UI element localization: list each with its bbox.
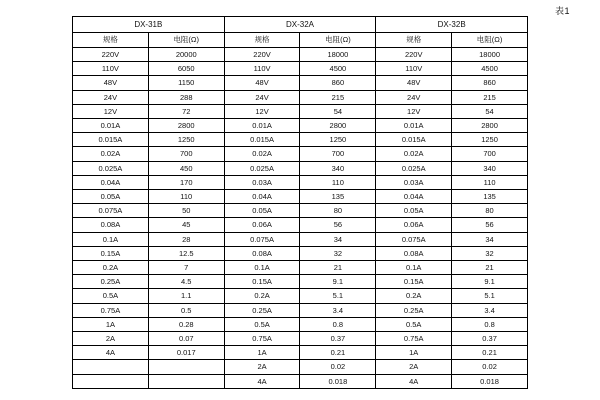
table-cell: 0.75A bbox=[224, 332, 300, 346]
table-cell: 0.025A bbox=[376, 161, 452, 175]
table-head bbox=[73, 17, 528, 48]
table-cell: 20000 bbox=[148, 48, 224, 62]
table-cell: 0.15A bbox=[224, 275, 300, 289]
table-cell: 0.37 bbox=[300, 332, 376, 346]
table-cell: 0.06A bbox=[224, 218, 300, 232]
table-row bbox=[73, 104, 528, 118]
table-cell: 56 bbox=[300, 218, 376, 232]
table-cell: 0.5 bbox=[148, 303, 224, 317]
table-cell: 72 bbox=[148, 104, 224, 118]
table-cell: 18000 bbox=[452, 48, 528, 62]
table-cell: 0.25A bbox=[224, 303, 300, 317]
table-cell: 0.05A bbox=[376, 204, 452, 218]
table-cell bbox=[73, 360, 149, 374]
table-cell: 700 bbox=[452, 147, 528, 161]
table-cell: 2A bbox=[224, 360, 300, 374]
table-cell: 1A bbox=[376, 346, 452, 360]
group-header-dx31b: DX-31B bbox=[73, 17, 225, 33]
table-row bbox=[73, 133, 528, 147]
table-cell: 34 bbox=[300, 232, 376, 246]
table-cell: 0.075A bbox=[224, 232, 300, 246]
table-cell: 135 bbox=[300, 190, 376, 204]
table-row bbox=[73, 62, 528, 76]
table-cell: 860 bbox=[452, 76, 528, 90]
table-cell: 0.018 bbox=[300, 374, 376, 388]
table-row bbox=[73, 289, 528, 303]
column-header-resistance-3: 电阻(Ω) bbox=[452, 33, 528, 48]
table-cell bbox=[148, 360, 224, 374]
table-cell: 4A bbox=[376, 374, 452, 388]
table-cell: 0.06A bbox=[376, 218, 452, 232]
table-cell: 0.015A bbox=[224, 133, 300, 147]
table-cell: 860 bbox=[300, 76, 376, 90]
table-cell: 110V bbox=[73, 62, 149, 76]
table-cell: 0.07 bbox=[148, 332, 224, 346]
table-cell: 110 bbox=[148, 190, 224, 204]
table-cell: 1A bbox=[73, 317, 149, 331]
table-row bbox=[73, 175, 528, 189]
table-cell: 0.02A bbox=[73, 147, 149, 161]
table-cell: 170 bbox=[148, 175, 224, 189]
table-cell: 0.01A bbox=[376, 119, 452, 133]
table-cell: 340 bbox=[300, 161, 376, 175]
resistance-spec-table bbox=[72, 16, 528, 389]
table-caption: 表1 bbox=[554, 6, 570, 16]
table-row bbox=[73, 374, 528, 388]
table-cell: 0.02A bbox=[224, 147, 300, 161]
column-header-resistance-1: 电阻(Ω) bbox=[148, 33, 224, 48]
table-cell: 110V bbox=[376, 62, 452, 76]
table-subheader-row bbox=[73, 33, 528, 48]
table-cell: 5.1 bbox=[300, 289, 376, 303]
table-cell: 0.8 bbox=[300, 317, 376, 331]
table-cell: 700 bbox=[148, 147, 224, 161]
table-row bbox=[73, 346, 528, 360]
table-cell: 2800 bbox=[148, 119, 224, 133]
table-cell: 0.1A bbox=[224, 261, 300, 275]
table-cell: 3.4 bbox=[452, 303, 528, 317]
table-row bbox=[73, 48, 528, 62]
table-cell: 24V bbox=[73, 90, 149, 104]
table-cell: 0.05A bbox=[224, 204, 300, 218]
table-cell: 220V bbox=[376, 48, 452, 62]
column-header-spec-3: 规格 bbox=[376, 33, 452, 48]
table-cell: 0.1A bbox=[376, 261, 452, 275]
table-cell: 12V bbox=[224, 104, 300, 118]
table-cell: 56 bbox=[452, 218, 528, 232]
table-cell: 54 bbox=[300, 104, 376, 118]
table-cell: 0.8 bbox=[452, 317, 528, 331]
table-cell: 0.02 bbox=[300, 360, 376, 374]
table-row bbox=[73, 275, 528, 289]
table-cell: 0.04A bbox=[224, 190, 300, 204]
table-cell: 0.2A bbox=[376, 289, 452, 303]
table-row bbox=[73, 190, 528, 204]
table-body bbox=[73, 48, 528, 389]
table-cell: 110 bbox=[452, 175, 528, 189]
table-cell: 12V bbox=[73, 104, 149, 118]
table-cell: 0.01A bbox=[73, 119, 149, 133]
table-cell: 0.03A bbox=[376, 175, 452, 189]
table-cell: 4500 bbox=[452, 62, 528, 76]
table-cell: 50 bbox=[148, 204, 224, 218]
table-cell: 110V bbox=[224, 62, 300, 76]
table-cell: 24V bbox=[224, 90, 300, 104]
table-cell: 54 bbox=[452, 104, 528, 118]
group-header-dx32b: DX-32B bbox=[376, 17, 528, 33]
table-cell: 0.075A bbox=[376, 232, 452, 246]
table-cell: 34 bbox=[452, 232, 528, 246]
table-row bbox=[73, 204, 528, 218]
table-cell: 0.5A bbox=[73, 289, 149, 303]
table-cell: 0.21 bbox=[300, 346, 376, 360]
table-row bbox=[73, 360, 528, 374]
table-cell: 3.4 bbox=[300, 303, 376, 317]
table-cell: 0.02A bbox=[376, 147, 452, 161]
table-cell: 220V bbox=[224, 48, 300, 62]
table-cell: 12V bbox=[376, 104, 452, 118]
table-row bbox=[73, 76, 528, 90]
table-cell: 0.025A bbox=[73, 161, 149, 175]
column-header-spec-1: 规格 bbox=[73, 33, 149, 48]
table-cell: 12.5 bbox=[148, 246, 224, 260]
table-cell: 9.1 bbox=[452, 275, 528, 289]
table-cell: 0.08A bbox=[376, 246, 452, 260]
table-row bbox=[73, 261, 528, 275]
table-cell: 2800 bbox=[300, 119, 376, 133]
table-cell: 288 bbox=[148, 90, 224, 104]
table-cell: 1A bbox=[224, 346, 300, 360]
table-row bbox=[73, 90, 528, 104]
table-cell: 0.28 bbox=[148, 317, 224, 331]
table-row bbox=[73, 332, 528, 346]
table-row bbox=[73, 218, 528, 232]
table-cell: 6050 bbox=[148, 62, 224, 76]
table-cell: 0.75A bbox=[73, 303, 149, 317]
table-row bbox=[73, 147, 528, 161]
table-cell: 0.1A bbox=[73, 232, 149, 246]
table-cell: 4A bbox=[73, 346, 149, 360]
spec-table-container bbox=[72, 16, 528, 389]
group-header-dx32a: DX-32A bbox=[224, 17, 376, 33]
table-cell: 1150 bbox=[148, 76, 224, 90]
table-cell: 24V bbox=[376, 90, 452, 104]
table-cell: 0.01A bbox=[224, 119, 300, 133]
table-cell: 2A bbox=[376, 360, 452, 374]
table-cell bbox=[148, 374, 224, 388]
column-header-spec-2: 规格 bbox=[224, 33, 300, 48]
table-cell: 4A bbox=[224, 374, 300, 388]
table-cell: 18000 bbox=[300, 48, 376, 62]
table-row bbox=[73, 317, 528, 331]
table-cell: 4.5 bbox=[148, 275, 224, 289]
table-cell: 0.03A bbox=[224, 175, 300, 189]
table-cell: 2800 bbox=[452, 119, 528, 133]
table-cell: 2A bbox=[73, 332, 149, 346]
table-cell: 0.15A bbox=[376, 275, 452, 289]
table-cell: 0.08A bbox=[224, 246, 300, 260]
table-cell: 1250 bbox=[148, 133, 224, 147]
table-cell: 0.025A bbox=[224, 161, 300, 175]
table-cell: 0.25A bbox=[376, 303, 452, 317]
table-cell: 32 bbox=[300, 246, 376, 260]
table-cell: 21 bbox=[300, 261, 376, 275]
table-cell: 0.02 bbox=[452, 360, 528, 374]
table-cell: 215 bbox=[300, 90, 376, 104]
table-cell: 0.08A bbox=[73, 218, 149, 232]
table-cell: 0.5A bbox=[224, 317, 300, 331]
table-cell: 0.04A bbox=[73, 175, 149, 189]
table-cell: 1250 bbox=[452, 133, 528, 147]
table-cell: 0.015A bbox=[376, 133, 452, 147]
table-cell: 4500 bbox=[300, 62, 376, 76]
table-cell: 0.5A bbox=[376, 317, 452, 331]
table-cell: 21 bbox=[452, 261, 528, 275]
table-cell: 0.04A bbox=[376, 190, 452, 204]
table-cell: 0.05A bbox=[73, 190, 149, 204]
table-group-header-row bbox=[73, 17, 528, 33]
table-row bbox=[73, 246, 528, 260]
table-cell: 1250 bbox=[300, 133, 376, 147]
table-cell: 80 bbox=[300, 204, 376, 218]
table-cell: 9.1 bbox=[300, 275, 376, 289]
table-cell: 135 bbox=[452, 190, 528, 204]
table-cell: 0.21 bbox=[452, 346, 528, 360]
table-cell: 45 bbox=[148, 218, 224, 232]
table-cell: 215 bbox=[452, 90, 528, 104]
table-cell: 0.2A bbox=[73, 261, 149, 275]
table-cell: 0.015A bbox=[73, 133, 149, 147]
table-cell: 80 bbox=[452, 204, 528, 218]
column-header-resistance-2: 电阻(Ω) bbox=[300, 33, 376, 48]
table-row bbox=[73, 119, 528, 133]
table-cell: 0.75A bbox=[376, 332, 452, 346]
table-cell: 0.2A bbox=[224, 289, 300, 303]
table-cell: 0.15A bbox=[73, 246, 149, 260]
table-cell: 0.37 bbox=[452, 332, 528, 346]
table-cell: 700 bbox=[300, 147, 376, 161]
table-cell: 7 bbox=[148, 261, 224, 275]
table-cell: 0.017 bbox=[148, 346, 224, 360]
table-cell: 5.1 bbox=[452, 289, 528, 303]
table-cell: 0.075A bbox=[73, 204, 149, 218]
table-cell: 220V bbox=[73, 48, 149, 62]
table-cell: 1.1 bbox=[148, 289, 224, 303]
table-cell: 0.25A bbox=[73, 275, 149, 289]
table-cell: 48V bbox=[376, 76, 452, 90]
table-cell: 48V bbox=[224, 76, 300, 90]
table-row bbox=[73, 303, 528, 317]
table-cell bbox=[73, 374, 149, 388]
table-cell: 450 bbox=[148, 161, 224, 175]
table-cell: 0.018 bbox=[452, 374, 528, 388]
table-cell: 340 bbox=[452, 161, 528, 175]
table-cell: 28 bbox=[148, 232, 224, 246]
table-cell: 110 bbox=[300, 175, 376, 189]
table-cell: 32 bbox=[452, 246, 528, 260]
table-row bbox=[73, 232, 528, 246]
table-cell: 48V bbox=[73, 76, 149, 90]
table-row bbox=[73, 161, 528, 175]
